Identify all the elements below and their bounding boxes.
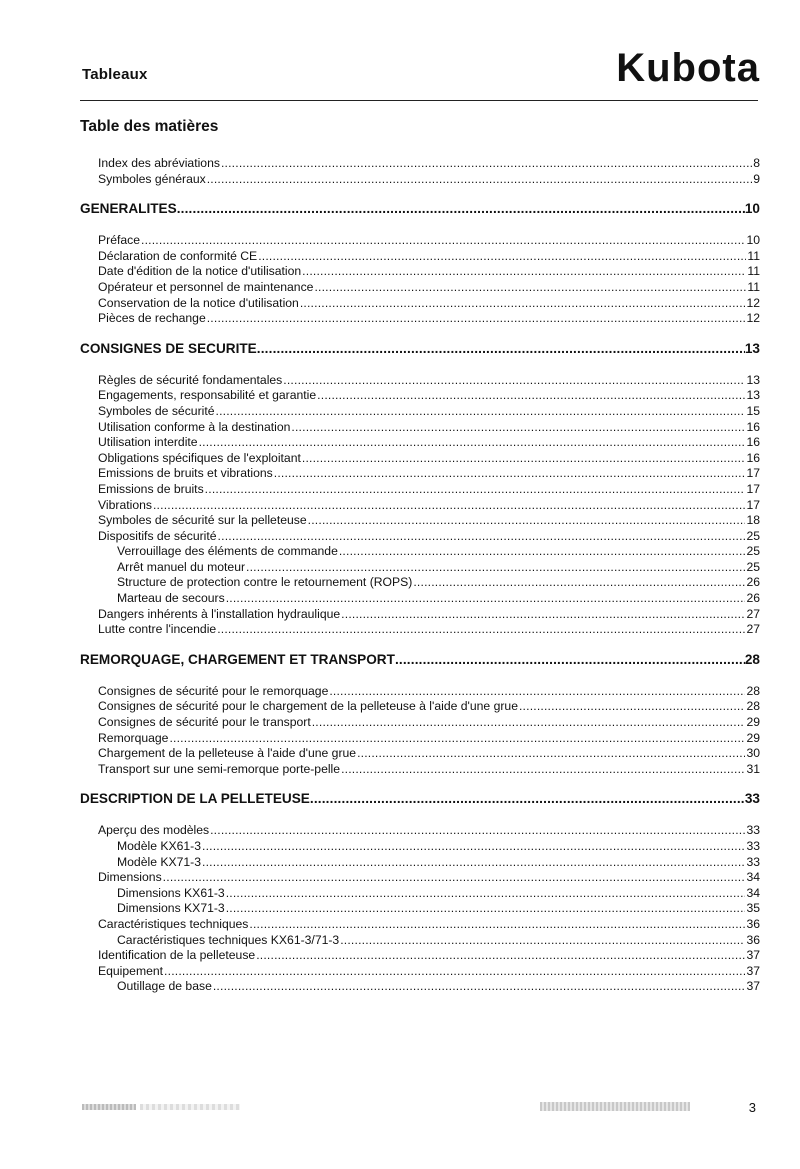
toc-entry-page: 10 [746, 233, 760, 248]
toc-entry-page: 25 [746, 528, 760, 543]
toc-entry[interactable] [80, 964, 760, 980]
toc-entry[interactable] [80, 482, 760, 498]
toc-entry[interactable] [80, 839, 760, 855]
toc-entry-title: Caractéristiques techniques [98, 916, 249, 931]
toc-chapter-heading[interactable] [80, 341, 760, 356]
toc-entry-title: Equipement [98, 963, 164, 978]
dot-leader [141, 233, 745, 249]
toc-entry-title: Marteau de secours [117, 591, 225, 606]
toc-entry[interactable] [80, 901, 760, 917]
toc-entry-page: 15 [746, 403, 760, 418]
dot-leader [207, 311, 746, 327]
toc-entry-title: Date d'édition de la notice d'utilisation [98, 264, 302, 279]
toc-entry[interactable] [80, 420, 760, 436]
dot-leader [218, 529, 746, 545]
dot-leader [205, 482, 746, 498]
toc-entry-page: 37 [746, 963, 760, 978]
dot-leader [395, 652, 745, 667]
dot-leader [314, 280, 746, 296]
toc-entry[interactable] [80, 373, 760, 389]
toc-entry-title: Utilisation interdite [98, 435, 198, 450]
toc-entry-page: 16 [746, 435, 760, 450]
toc-entry-title: Caractéristiques techniques KX61-3/71-3 [117, 932, 340, 947]
toc-entry-page: 28 [746, 683, 760, 698]
toc-intro-group [80, 156, 760, 187]
toc-entry[interactable] [80, 762, 760, 778]
toc-entry-title: Remorquage [98, 730, 169, 745]
toc-entry[interactable] [80, 917, 760, 933]
toc-entry[interactable] [80, 886, 760, 902]
toc-entry-page: 31 [746, 761, 760, 776]
toc-entry-title: Consignes de sécurité pour le chargement de la pelleteuse à l'aide d'une grue [98, 699, 518, 714]
kubota-logo: Kubota [616, 46, 760, 90]
toc-entry-page: 27 [746, 606, 760, 621]
toc-entry-page: 12 [746, 311, 760, 326]
toc-entry-title: Outillage de base [117, 979, 212, 994]
toc-entry-page: 25 [746, 559, 760, 574]
toc-entry[interactable] [80, 715, 760, 731]
dot-leader [413, 575, 745, 591]
toc-entry[interactable] [80, 466, 760, 482]
dot-leader [163, 870, 746, 886]
toc-entry[interactable] [80, 280, 760, 296]
dot-leader [202, 855, 745, 871]
toc-chapter-title: REMORQUAGE, CHARGEMENT ET TRANSPORT [80, 651, 395, 667]
dot-leader [308, 513, 746, 529]
dot-leader [341, 762, 745, 778]
toc-entry-title: Emissions de bruits [98, 481, 204, 496]
toc-heading: Table des matières [80, 118, 219, 135]
toc-entry-page: 12 [746, 295, 760, 310]
toc-chapter-heading[interactable] [80, 652, 760, 667]
dot-leader [256, 948, 745, 964]
toc-entry[interactable] [80, 498, 760, 514]
toc-entry-title: Symboles de sécurité [98, 403, 215, 418]
toc-entry-title: Lutte contre l'incendie [98, 622, 217, 637]
toc-entry-title: Vibrations [98, 497, 152, 512]
toc-entry[interactable] [80, 311, 760, 327]
toc-entry-page: 30 [746, 746, 760, 761]
toc-chapter-title: GENERALITES [80, 201, 177, 217]
dot-leader [153, 498, 745, 514]
toc-entry[interactable] [80, 823, 760, 839]
toc-entry-page: 13 [746, 388, 760, 403]
toc-entry-title: Structure de protection contre le retournement (ROPS) [117, 575, 413, 590]
dot-leader [226, 591, 746, 607]
toc-entry-page: 17 [746, 497, 760, 512]
dot-leader [199, 435, 746, 451]
toc-entry-page: 33 [746, 839, 760, 853]
toc-entry-page: 37 [746, 979, 760, 994]
dot-leader [202, 839, 745, 855]
dot-leader [217, 622, 745, 638]
toc-entry[interactable] [80, 948, 760, 964]
toc-entry-page: 9 [753, 171, 760, 186]
toc-entry[interactable] [80, 172, 760, 188]
toc-entry-title: Dangers inhérents à l'installation hydraulique [98, 606, 341, 621]
toc-entry-title: Consignes de sécurité pour le transport [98, 715, 311, 730]
toc-entry-title: Transport sur une semi-remorque porte-pelle [98, 761, 341, 776]
dot-leader [302, 264, 746, 280]
toc-chapter-title: DESCRIPTION DE LA PELLETEUSE [80, 791, 310, 807]
header-rule [80, 100, 758, 101]
toc-entry-title: Modèle KX61-3 [117, 839, 202, 853]
dot-leader [317, 388, 745, 404]
toc-entry-page: 11 [747, 279, 760, 294]
dot-leader [207, 172, 753, 188]
toc-entry[interactable] [80, 699, 760, 715]
dot-leader [283, 373, 745, 389]
toc-chapter-entries [80, 373, 760, 638]
toc-entry-title: Dimensions [98, 870, 162, 885]
toc-entry-page: 33 [746, 823, 760, 838]
toc-entry-page: 33 [746, 854, 760, 869]
dot-leader [213, 979, 746, 995]
page-number: 3 [748, 1100, 756, 1115]
toc-entry-page: 29 [746, 715, 760, 730]
dot-leader [274, 466, 746, 482]
toc-chapter-title: CONSIGNES DE SECURITE [80, 340, 257, 356]
toc-entry[interactable] [80, 513, 760, 529]
toc-entry-page: 28 [746, 699, 760, 714]
toc-entry-page: 37 [746, 948, 760, 963]
dot-leader [226, 901, 746, 917]
dot-leader [249, 917, 745, 933]
toc-entry[interactable] [80, 233, 760, 249]
toc-entry-title: Arrêt manuel du moteur [117, 559, 246, 574]
dot-leader [341, 607, 745, 623]
toc-entry-page: 34 [746, 885, 760, 900]
toc-entry-page: 34 [746, 870, 760, 885]
toc-entry-title: Aperçu des modèles [98, 823, 210, 838]
dot-leader [177, 201, 745, 216]
dot-leader [302, 451, 746, 467]
toc-entry-title: Pièces de rechange [98, 311, 206, 326]
toc-entry-page: 18 [746, 513, 760, 528]
toc-entry[interactable] [80, 435, 760, 451]
toc-chapter-page: 10 [744, 201, 760, 217]
toc-entry-page: 36 [746, 932, 760, 947]
toc-entry[interactable] [80, 731, 760, 747]
toc-entry[interactable] [80, 249, 760, 265]
toc-entry-title: Symboles de sécurité sur la pelleteuse [98, 513, 307, 528]
toc-entry-title: Dispositifs de sécurité [98, 528, 217, 543]
footer-scan-mark [82, 1104, 136, 1110]
dot-leader [169, 731, 745, 747]
page-header [80, 40, 760, 102]
toc-entry-page: 11 [747, 248, 760, 263]
toc-entry-page: 16 [746, 450, 760, 465]
toc-entry[interactable] [80, 933, 760, 949]
dot-leader [164, 964, 745, 980]
toc-entry-page: 17 [746, 481, 760, 496]
dot-leader [216, 404, 746, 420]
toc-chapter-page: 13 [744, 340, 760, 356]
toc-chapter-heading[interactable] [80, 201, 760, 216]
dot-leader [258, 249, 746, 265]
toc-entry-page: 27 [746, 622, 760, 637]
toc-entry-title: Conservation de la notice d'utilisation [98, 295, 299, 310]
dot-leader [221, 156, 752, 172]
toc-entry-title: Opérateur et personnel de maintenance [98, 279, 314, 294]
toc-entry[interactable] [80, 622, 760, 638]
table-of-contents [80, 156, 760, 995]
toc-entry[interactable] [80, 451, 760, 467]
toc-entry-title: Symboles généraux [98, 171, 206, 186]
toc-chapter-heading[interactable] [80, 791, 760, 806]
dot-leader [257, 341, 745, 356]
toc-entry-page: 17 [746, 466, 760, 481]
dot-leader [291, 420, 745, 436]
toc-entry-title: Déclaration de conformité CE [98, 248, 258, 263]
toc-entry-title: Modèle KX71-3 [117, 854, 202, 869]
toc-entry-title: Règles de sécurité fondamentales [98, 372, 283, 387]
toc-entry-page: 26 [746, 575, 760, 590]
dot-leader [210, 823, 745, 839]
toc-entry-page: 8 [753, 156, 760, 170]
toc-entry[interactable] [80, 560, 760, 576]
toc-entry-title: Consignes de sécurité pour le remorquage [98, 683, 329, 698]
toc-entry-title: Dimensions KX61-3 [117, 885, 225, 900]
dot-leader [519, 699, 745, 715]
toc-entry-page: 13 [746, 372, 760, 387]
toc-entry[interactable] [80, 575, 760, 591]
toc-entry-title: Emissions de bruits et vibrations [98, 466, 273, 481]
toc-entry[interactable] [80, 529, 760, 545]
toc-chapter-entries [80, 823, 760, 995]
toc-entry-page: 16 [746, 419, 760, 434]
toc-entry-title: Index des abréviations [98, 156, 220, 170]
toc-entry[interactable] [80, 591, 760, 607]
toc-entry[interactable] [80, 870, 760, 886]
toc-entry-title: Dimensions KX71-3 [117, 901, 225, 916]
toc-entry-page: 36 [746, 916, 760, 931]
toc-chapter-entries [80, 233, 760, 327]
dot-leader [312, 715, 746, 731]
dot-leader [357, 746, 745, 762]
toc-chapter-page: 28 [744, 651, 760, 667]
dot-leader [310, 791, 745, 806]
toc-entry-title: Utilisation conforme à la destination [98, 419, 291, 434]
footer-scan-mark [140, 1104, 240, 1110]
toc-entry[interactable] [80, 855, 760, 871]
toc-entry[interactable] [80, 544, 760, 560]
toc-entry-page: 25 [746, 544, 760, 559]
section-label: Tableaux [82, 66, 148, 83]
toc-entry-title: Obligations spécifiques de l'exploitant [98, 450, 301, 465]
toc-entry-page: 35 [746, 901, 760, 916]
toc-entry[interactable] [80, 388, 760, 404]
toc-entry-title: Préface [98, 233, 141, 248]
toc-entry[interactable] [80, 296, 760, 312]
toc-entry-page: 11 [747, 264, 760, 279]
toc-entry[interactable] [80, 156, 760, 172]
toc-entry[interactable] [80, 264, 760, 280]
toc-entry[interactable] [80, 979, 760, 995]
toc-entry-title: Identification de la pelleteuse [98, 948, 256, 963]
dot-leader [226, 886, 746, 902]
toc-entry[interactable] [80, 684, 760, 700]
dot-leader [329, 684, 745, 700]
dot-leader [246, 560, 745, 576]
toc-entry-title: Engagements, responsabilité et garantie [98, 388, 317, 403]
toc-chapter-entries [80, 684, 760, 778]
dot-leader [300, 296, 746, 312]
dot-leader [340, 933, 745, 949]
toc-entry[interactable] [80, 746, 760, 762]
toc-entry-page: 26 [746, 591, 760, 606]
footer-scan-mark [540, 1102, 690, 1111]
toc-chapter-page: 33 [744, 791, 760, 807]
toc-entry-title: Chargement de la pelleteuse à l'aide d'une grue [98, 746, 357, 761]
toc-entry[interactable] [80, 607, 760, 623]
toc-entry-page: 29 [746, 730, 760, 745]
dot-leader [339, 544, 746, 560]
toc-entry-title: Verrouillage des éléments de commande [117, 544, 338, 559]
toc-entry[interactable] [80, 404, 760, 420]
